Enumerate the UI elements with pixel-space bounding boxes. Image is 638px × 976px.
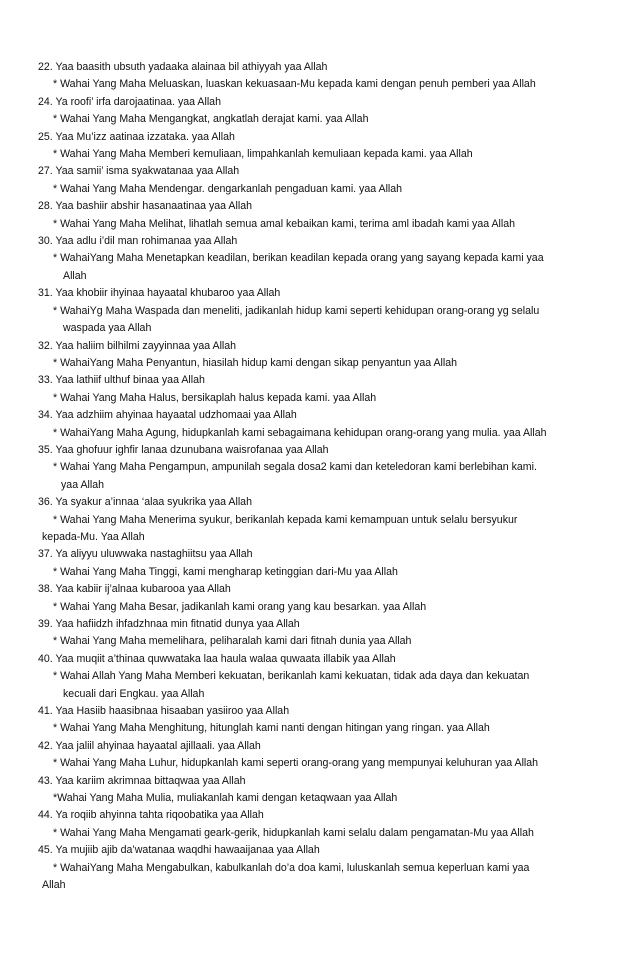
doa-arabic-line: 33. Yaa lathiif ulthuf binaa yaa Allah	[38, 374, 205, 387]
translation-continuation: Allah	[63, 269, 87, 282]
doa-translation	[38, 633, 598, 650]
doa-arabic-line: 30. Yaa adlu i’dil man rohimanaa yaa Allah	[38, 235, 238, 248]
doa-translation	[38, 755, 598, 772]
doa-arabic-line: 45. Ya mujiib ajib da’watanaa waqdhi hawaaijanaa yaa Allah	[38, 844, 320, 857]
doa-arabic-line: 38. Yaa kabiir ij’alnaa kubarooa yaa Allah	[38, 583, 231, 596]
doa-arabic-line: 40. Yaa muqiit a’thinaa quwwataka laa haula walaa quwaata illabik yaa Allah	[38, 652, 396, 665]
translation-line: * WahaiYang Maha Mengabulkan, kabulkanlah do’a doa kami, luluskanlah semua keperluan kami yaa	[53, 861, 530, 874]
doa-translation	[38, 720, 598, 737]
doa-entry	[38, 703, 598, 738]
doa-arabic-line: 32. Yaa haliim bilhilmi zayyinnaa yaa Allah	[38, 339, 237, 352]
doa-entry	[38, 163, 598, 198]
doa-arabic-line: 31. Yaa khobiir ihyinaa hayaatal khubaroo yaa Allah	[38, 287, 281, 300]
doa-translation	[38, 303, 598, 338]
translation-continuation: kecuali dari Engkau. yaa Allah	[63, 687, 205, 700]
doa-arabic-line: 25. Yaa Mu’izz aatinaa izzataka. yaa Allah	[38, 130, 235, 143]
translation-continuation: yaa Allah	[61, 478, 104, 491]
doa-arabic-line: 34. Yaa adzhiim ahyinaa hayaatal udzhomaai yaa Allah	[38, 409, 297, 422]
translation-line: * WahaiYg Maha Waspada dan meneliti, jadikanlah hidup kami seperti kehidupan orang-orang yg selalu	[53, 304, 540, 317]
translation-continuation: kepada-Mu. Yaa Allah	[42, 530, 145, 543]
doa-translation	[38, 181, 598, 198]
translation-line: * Wahai Yang Maha Menghitung, hitunglah kami nanti dengan hitingan yang ringan. yaa Allah	[53, 722, 490, 735]
doa-arabic-line: 24. Ya roofi’ irfa darojaatinaa. yaa Allah	[38, 95, 221, 108]
translation-line: * Wahai Yang Maha Mengamati geark-gerik, hidupkanlah kami selalu dalam pengamatan-Mu yaa Allah	[53, 826, 534, 839]
doa-arabic-line: 22. Yaa baasith ubsuth yadaaka alainaa bil athiyyah yaa Allah	[38, 61, 328, 73]
doa-translation	[38, 355, 598, 372]
doa-entry	[38, 581, 598, 616]
doa-entry	[38, 494, 598, 546]
doa-entry	[38, 616, 598, 651]
translation-line: * Wahai Yang Maha Menerima syukur, berikanlah kepada kami kemampuan untuk selalu bersyukur	[53, 513, 518, 526]
doa-translation	[38, 250, 598, 285]
translation-line: * Wahai Yang Maha Luhur, hidupkanlah kami seperti orang-orang yang mempunyai keluhuran yaa Allah	[53, 757, 539, 770]
doa-entry	[38, 129, 598, 164]
doa-entry	[38, 842, 598, 894]
doa-translation	[38, 564, 598, 581]
translation-line: * Wahai Yang Maha Mendengar. dengarkanlah pengaduan kami. yaa Allah	[53, 182, 403, 195]
doa-entry	[38, 651, 598, 703]
translation-line: * Wahai Yang Maha Besar, jadikanlah kami orang yang kau besarkan. yaa Allah	[53, 600, 427, 613]
doa-arabic-line: 44. Ya roqiib ahyinna tahta riqoobatika yaa Allah	[38, 809, 264, 822]
doa-entry	[38, 198, 598, 233]
translation-line: * Wahai Allah Yang Maha Memberi kekuatan, berikanlah kami kekuatan, tidak ada daya dan kekuatan	[53, 670, 530, 683]
doa-entry	[38, 94, 598, 129]
doa-entry	[38, 338, 598, 373]
doa-entry	[38, 285, 598, 337]
doa-arabic-line: 36. Ya syakur a’innaa ‘alaa syukrika yaa Allah	[38, 496, 252, 509]
doa-translation	[38, 111, 598, 128]
translation-line: * WahaiYang Maha Agung, hidupkanlah kami sebagaimana kehidupan orang-orang yang mulia. yaa Allah	[53, 426, 547, 439]
translation-line: * Wahai Yang Maha Pengampun, ampunilah segala dosa2 kami dan keteledoran kami berlebihan kami.	[53, 461, 537, 474]
doa-translation	[38, 825, 598, 842]
doa-translation	[38, 599, 598, 616]
doa-translation	[38, 425, 598, 442]
doa-entry	[38, 233, 598, 285]
translation-continuation: Allah	[42, 879, 66, 892]
translation-line: *Wahai Yang Maha Mulia, muliakanlah kami dengan ketaqwaan yaa Allah	[53, 792, 398, 805]
translation-continuation: waspada yaa Allah	[63, 322, 152, 335]
translation-line: * Wahai Yang Maha memelihara, peliharalah kami dari fitnah dunia yaa Allah	[53, 635, 412, 648]
doa-arabic-line: 27. Yaa samii’ isma syakwatanaa yaa Allah	[38, 165, 240, 178]
doa-arabic-line: 43. Yaa kariim akrimnaa bittaqwaa yaa Allah	[38, 774, 246, 787]
doa-translation	[38, 390, 598, 407]
document-body	[38, 59, 598, 895]
doa-translation	[38, 668, 598, 703]
doa-translation	[38, 216, 598, 233]
doa-translation	[38, 76, 598, 93]
doa-entry	[38, 738, 598, 773]
doa-translation	[38, 512, 598, 547]
translation-line: * Wahai Yang Maha Melihat, lihatlah semua amal kebaikan kami, terima aml ibadah kami yaa Allah	[53, 217, 516, 230]
doa-arabic-line: 28. Yaa bashiir abshir hasanaatinaa yaa Allah	[38, 200, 252, 213]
translation-line: * WahaiYang Maha Penyantun, hiasilah hidup kami dengan sikap penyantun yaa Allah	[53, 356, 458, 369]
translation-line: * Wahai Yang Maha Memberi kemuliaan, limpahkanlah kemuliaan kepada kami. yaa Allah	[53, 148, 473, 161]
doa-entry	[38, 807, 598, 842]
doa-entry	[38, 442, 598, 494]
translation-line: * Wahai Yang Maha Mengangkat, angkatlah derajat kami. yaa Allah	[53, 113, 369, 126]
doa-arabic-line: 37. Ya aliyyu uluwwaka nastaghiitsu yaa Allah	[38, 548, 253, 561]
doa-entry	[38, 59, 598, 94]
doa-arabic-line: 41. Yaa Hasiib haasibnaa hisaaban yasiiroo yaa Allah	[38, 705, 290, 718]
translation-line: * Wahai Yang Maha Halus, bersikaplah halus kepada kami. yaa Allah	[53, 391, 377, 404]
doa-entry	[38, 407, 598, 442]
doa-translation	[38, 459, 598, 494]
doa-translation	[38, 146, 598, 163]
doa-entry	[38, 546, 598, 581]
doa-translation	[38, 860, 598, 895]
doa-arabic-line: 42. Yaa jaliil ahyinaa hayaatal ajillaali. yaa Allah	[38, 739, 261, 752]
doa-entry	[38, 372, 598, 407]
doa-entry	[38, 773, 598, 808]
translation-line: * WahaiYang Maha Menetapkan keadilan, berikan keadilan kepada orang yang sayang kepada kami yaa	[53, 252, 544, 265]
doa-arabic-line: 35. Yaa ghofuur ighfir lanaa dzunubana waisrofanaa yaa Allah	[38, 443, 329, 456]
translation-line: * Wahai Yang Maha Meluaskan, luaskan kekuasaan-Mu kepada kami dengan penuh pemberi yaa Allah	[53, 78, 536, 91]
doa-translation	[38, 790, 598, 807]
translation-line: * Wahai Yang Maha Tinggi, kami mengharap ketinggian dari-Mu yaa Allah	[53, 565, 398, 578]
doa-arabic-line: 39. Yaa hafiidzh ihfadzhnaa min fitnatid dunya yaa Allah	[38, 618, 300, 630]
